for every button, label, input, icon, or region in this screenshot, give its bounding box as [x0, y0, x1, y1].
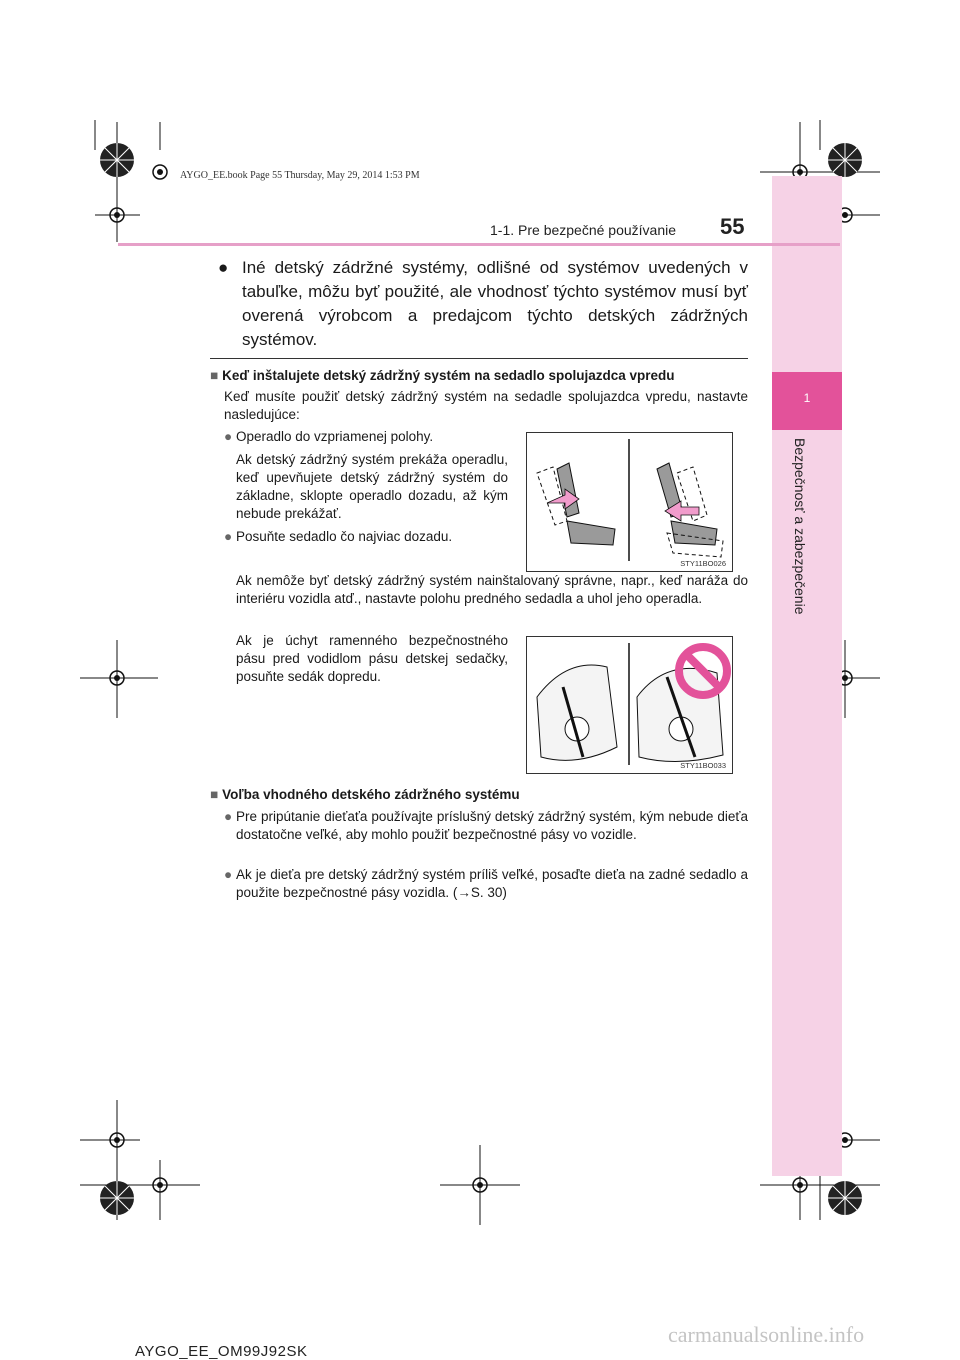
- section1-bullet2-text: Posuňte sedadlo čo najviac dozadu.: [236, 529, 453, 544]
- seat-adjustment-figure: [526, 432, 733, 572]
- section1-bullet1-detail: Ak detský zádržný systém prekáža operadlu, keď upevňujete detský zádržný systém do základne, sklopte operadlo dozadu, až kým nebude prekážať.: [236, 452, 508, 521]
- section1-bullet2: [224, 528, 514, 546]
- header-rule: [118, 243, 840, 246]
- page-number: 55: [720, 214, 745, 239]
- square-bullet-icon: ■: [210, 368, 219, 383]
- section1-bullet1: [224, 428, 514, 446]
- bullet-icon: ●: [224, 809, 233, 824]
- intro-bullet-text: Iné detský zádržné systémy, odlišné od systémov uvedených v tabuľke, môžu byť použité, ale vhodnosť týchto systémov musí byť overená výrobcom a predajcom týchto detských zádržných systémov.: [242, 258, 748, 349]
- chapter-number: 1: [772, 372, 842, 430]
- site-watermark: carmanualsonline.info: [668, 1322, 865, 1347]
- section1-intro: Keď musíte použiť detský zádržný systém na sedadle spolujazdca vpredu, nastavte nasledujúce:: [224, 389, 748, 422]
- bullet-icon: ●: [224, 867, 233, 882]
- bullet-icon: ●: [218, 258, 229, 277]
- shoulder-belt-illustration: [527, 637, 732, 773]
- shoulder-belt-figure: [526, 636, 733, 774]
- figure1-code: STY11BO026: [680, 559, 726, 568]
- chapter-sidebar: [772, 176, 842, 1176]
- intro-bullet: [218, 256, 748, 352]
- seat-illustration: [527, 433, 732, 571]
- section1-bullet1-text: Operadlo do vzpriamenej polohy.: [236, 429, 434, 444]
- section1-title: Keď inštalujete detský zádržný systém na sedadlo spolujazdca vpredu: [222, 368, 675, 383]
- footer-code: AYGO_EE_OM99J92SK: [135, 1343, 308, 1360]
- book-info: AYGO_EE.book Page 55 Thursday, May 29, 2014 1:53 PM: [180, 170, 420, 181]
- section1-bullet2-detail: Ak nemôže byť detský zádržný systém nainštalovaný správne, napr., keď naráža do interiéru vozidla atď., nastavte polohu predného sedadla a uhol jeho operadla.: [236, 573, 748, 606]
- section-separator: [210, 358, 748, 359]
- section1-bullet2-detail2: Ak je úchyt ramenného bezpečnostného pásu pred vodidlom pásu detskej sedačky, posuňte sedák dopredu.: [236, 633, 508, 684]
- figure2-code: STY11BO033: [680, 761, 726, 770]
- section1-heading: [210, 368, 750, 383]
- section2-bullet2-text: Ak je dieťa pre detský zádržný systém príliš veľké, posaďte dieťa na zadné sedadlo a použite bezpečnostné pásy vozidla. (→S. 30): [236, 867, 748, 900]
- square-bullet-icon: ■: [210, 787, 219, 802]
- section2-bullet2: [224, 866, 748, 902]
- section2-bullet1: [224, 808, 748, 844]
- section-title: 1-1. Pre bezpečné používanie: [490, 222, 677, 238]
- bullet-icon: ●: [224, 429, 233, 444]
- section2-heading: [210, 787, 750, 802]
- section2-bullet1-text: Pre pripútanie dieťaťa používajte príslušný detský zádržný systém, kým nebude dieťa dostatočne veľké, aby mohlo použiť bezpečnostné pásy vo vozidle.: [236, 809, 748, 842]
- chapter-title: Bezpečnosť a zabezpečenie: [792, 438, 808, 615]
- bullet-icon: ●: [224, 529, 233, 544]
- section2-title: Voľba vhodného detského zádržného systému: [222, 787, 520, 802]
